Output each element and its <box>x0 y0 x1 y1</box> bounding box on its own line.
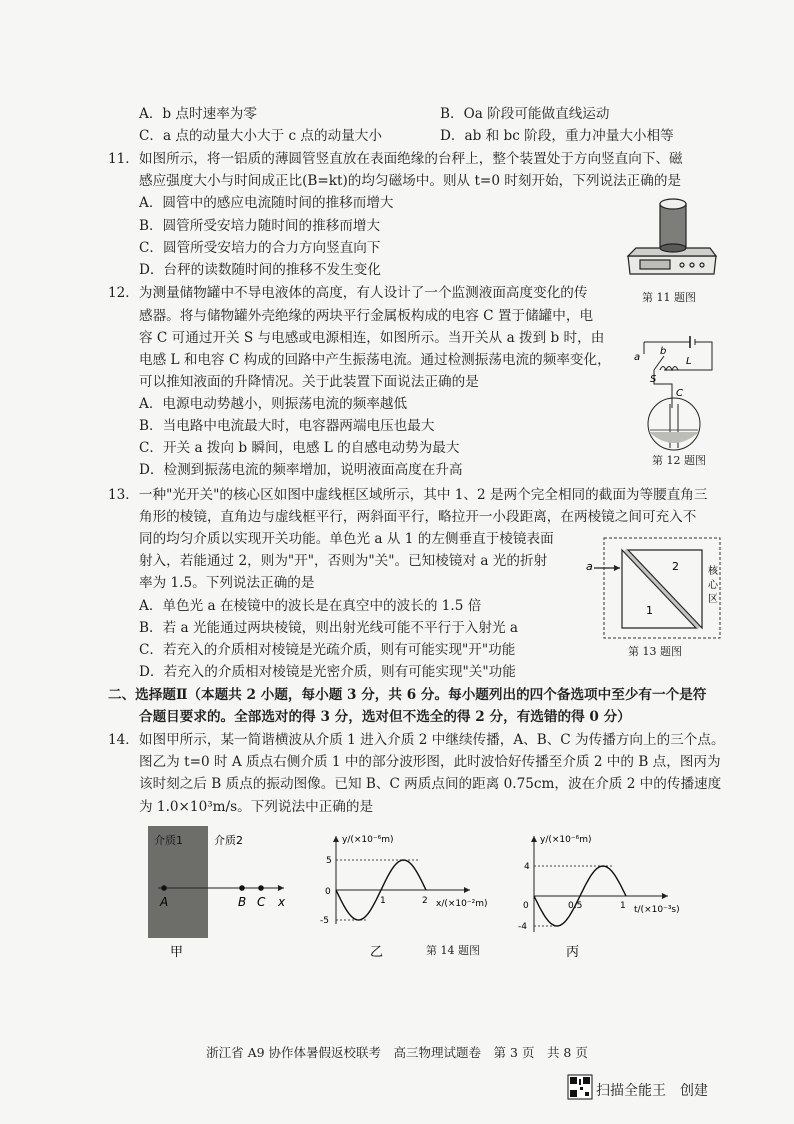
point-a <box>161 885 167 891</box>
q11-option-d: D．台秤的读数随时间的推移不发生变化 <box>139 262 381 278</box>
switch-icon <box>654 356 664 370</box>
section-2-heading-1: 二、选择题Ⅱ（本题共 2 小题，每小题 3 分，共 6 分。每小题列出的四个备选项中至少有一个是符 <box>108 687 707 703</box>
core-label-3: 区 <box>708 594 718 605</box>
q10-option-a: A．b 点时速率为零 <box>139 106 257 122</box>
fig-jia-label: 甲 <box>170 945 184 960</box>
q14-stem-4: 为 1.0×10³m/s。下列说法中正确的是 <box>139 799 374 815</box>
light-a-label: a <box>586 560 593 573</box>
yi-tick-2: 2 <box>422 896 428 906</box>
fig-bing-label: 丙 <box>566 945 580 960</box>
q14-fig-jia <box>140 826 300 958</box>
q12-stem-4: 电感 L 和电容 C 构成的回路中产生振荡电流。通过检测振荡电流的频率变化， <box>139 352 611 368</box>
scanner-watermark: 扫描全能王 创建 <box>596 1083 708 1099</box>
label-s: S <box>650 374 657 385</box>
label-a: a <box>634 352 641 363</box>
q12-stem-2: 感器。将与储物罐外壳绝缘的两块平行金属板构成的电容 C 置于储罐中，电 <box>139 308 594 324</box>
q11-figure <box>622 194 722 280</box>
q10-option-c: C．a 点的动量大小大于 c 点的动量大小 <box>139 128 382 144</box>
q14-fig-yi <box>308 832 498 958</box>
q14-caption: 第 14 题图 <box>426 944 480 957</box>
q12-stem-5: 可以推知液面的升降情况。关于此装置下面说法正确的是 <box>139 374 479 390</box>
q13-option-d: D．若充入的介质相对棱镜是光密介质，则有可能实现"关"功能 <box>139 664 516 680</box>
q13-option-a: A．单色光 a 在棱镜中的波长是在真空中的波长的 1.5 倍 <box>139 598 482 614</box>
q11-stem-1: 11．如图所示，将一铝质的薄圆管竖直放在表面绝缘的台秤上，整个装置处于方向竖直向下、磁 <box>108 151 683 167</box>
yi-tick-1: 1 <box>380 896 386 906</box>
label-c: C <box>257 895 266 909</box>
bing-tick-neg4: -4 <box>518 922 527 932</box>
bing-tick-05: 0.5 <box>568 901 583 911</box>
yi-tick-neg5: -5 <box>320 916 329 926</box>
bing-ylabel: y/(×10⁻⁶m) <box>540 835 592 845</box>
q13-option-b: B．若 a 光能通过两块棱镜，则出射光线可能不平行于入射光 a <box>139 620 519 636</box>
core-label-1: 核 <box>708 566 718 577</box>
q14-stem-1: 14．如图甲所示，某一简谐横波从介质 1 进入介质 2 中继续传播，A、B、C 为传播方向上的三个点。 <box>108 732 725 748</box>
qr-code-icon <box>568 1075 592 1099</box>
q13-stem-1: 13．一种"光开关"的核心区如图中虚线框区域所示，其中 1、2 是两个完全相同的截面为等腰直角三 <box>108 487 708 503</box>
q12-stem-1: 12．为测量储物罐中不导电液体的高度，有人设计了一个监测液面高度变化的传 <box>108 285 588 301</box>
q13-stem-3: 同的均匀介质以实现开关功能。单色光 a 从 1 的左侧垂直于棱镜表面 <box>139 531 554 547</box>
label-l: L <box>686 356 692 367</box>
q12-figure <box>630 326 720 450</box>
point-c <box>258 885 264 891</box>
q13-stem-5: 率为 1.5。下列说法正确的是 <box>139 575 315 591</box>
prism-2 <box>628 550 702 628</box>
q13-stem-4: 射入，若能通过 2，则为"开"，否则为"关"。已知棱镜对 a 光的折射 <box>139 553 548 569</box>
q12-option-b: B．当电路中电流最大时，电容器两端电压也最大 <box>139 418 435 434</box>
q14-stem-2: 图乙为 t=0 时 A 质点右侧介质 1 中的部分波形图，此时波恰好传播至介质 2 中的 B 点，图丙为 <box>139 754 721 770</box>
bing-tick-0: 0 <box>523 901 529 911</box>
q12-caption: 第 12 题图 <box>652 454 706 467</box>
yi-tick-5: 5 <box>326 856 332 866</box>
prism-1 <box>622 550 696 628</box>
bing-tick-1: 1 <box>620 901 626 911</box>
q13-caption: 第 13 题图 <box>628 645 682 658</box>
label-a: A <box>160 895 169 909</box>
page-footer: 浙江省 A9 协作体暑假返校联考 高三物理试题卷 第 3 页 共 8 页 <box>206 1045 588 1060</box>
bing-tick-4: 4 <box>524 862 530 872</box>
prism-2-label: 2 <box>672 560 679 573</box>
q13-option-c: C．若充入的介质相对棱镜是光疏介质，则有可能实现"开"功能 <box>139 642 516 658</box>
label-b: B <box>238 895 247 909</box>
q10-option-b: B．Oa 阶段可能做直线运动 <box>440 106 610 122</box>
prism-1-label: 1 <box>646 604 653 617</box>
q10-option-d: D．ab 和 bc 阶段，重力冲量大小相等 <box>440 128 674 144</box>
q12-option-a: A．电源电动势越小，则振荡电流的频率越低 <box>139 396 408 412</box>
label-c: C <box>676 388 683 399</box>
q11-stem-2: 感应强度大小与时间成正比(B=kt)的均匀磁场中。则从 t=0 时刻开始，下列说法正确的是 <box>139 173 682 189</box>
medium-1-label: 介质1 <box>154 834 183 847</box>
aluminum-tube-icon <box>660 199 686 252</box>
core-label-2: 心 <box>708 580 718 591</box>
medium-2-label: 介质2 <box>214 834 243 847</box>
q13-figure <box>586 536 726 640</box>
label-x: x <box>278 895 286 909</box>
yi-tick-0: 0 <box>325 887 331 897</box>
q12-option-d: D．检测到振荡电流的频率增加，说明液面高度在升高 <box>139 462 463 478</box>
section-2-heading-2: 合题目要求的。全部选对的得 3 分，选对但不选全的得 2 分，有选错的得 0 分） <box>139 709 631 725</box>
q11-option-c: C．圆管所受安培力的合力方向竖直向下 <box>139 240 381 256</box>
q12-stem-3: 容 C 可通过开关 S 与电感或电源相连，如图所示。当开关从 a 拨到 b 时，由 <box>139 330 605 346</box>
inductor-icon <box>660 367 678 371</box>
yi-xlabel: x/(×10⁻²m) <box>436 899 488 909</box>
q11-caption: 第 11 题图 <box>642 291 696 304</box>
label-b: b <box>660 346 667 357</box>
q13-stem-2: 角形的棱镜，直角边与虚线框平行，两斜面平行，略拉开一小段距离，在两棱镜之间可充入不 <box>139 509 697 525</box>
bing-xlabel: t/(×10⁻³s) <box>634 905 680 915</box>
point-b <box>239 885 245 891</box>
fig-yi-label: 乙 <box>370 945 384 960</box>
q12-option-c: C．开关 a 拨向 b 瞬间，电感 L 的自感电动势为最大 <box>139 440 460 456</box>
q14-stem-3: 该时刻之后 B 质点的振动图像。已知 B、C 两质点间的距离 0.75cm，波在介质 2 中的传播速度 <box>139 776 722 792</box>
q11-option-b: B．圆管所受安培力随时间的推移而增大 <box>139 218 381 234</box>
q14-fig-bing <box>508 832 678 958</box>
yi-ylabel: y/(×10⁻⁶m) <box>342 835 394 845</box>
q11-option-a: A．圆管中的感应电流随时间的推移而增大 <box>139 195 394 211</box>
